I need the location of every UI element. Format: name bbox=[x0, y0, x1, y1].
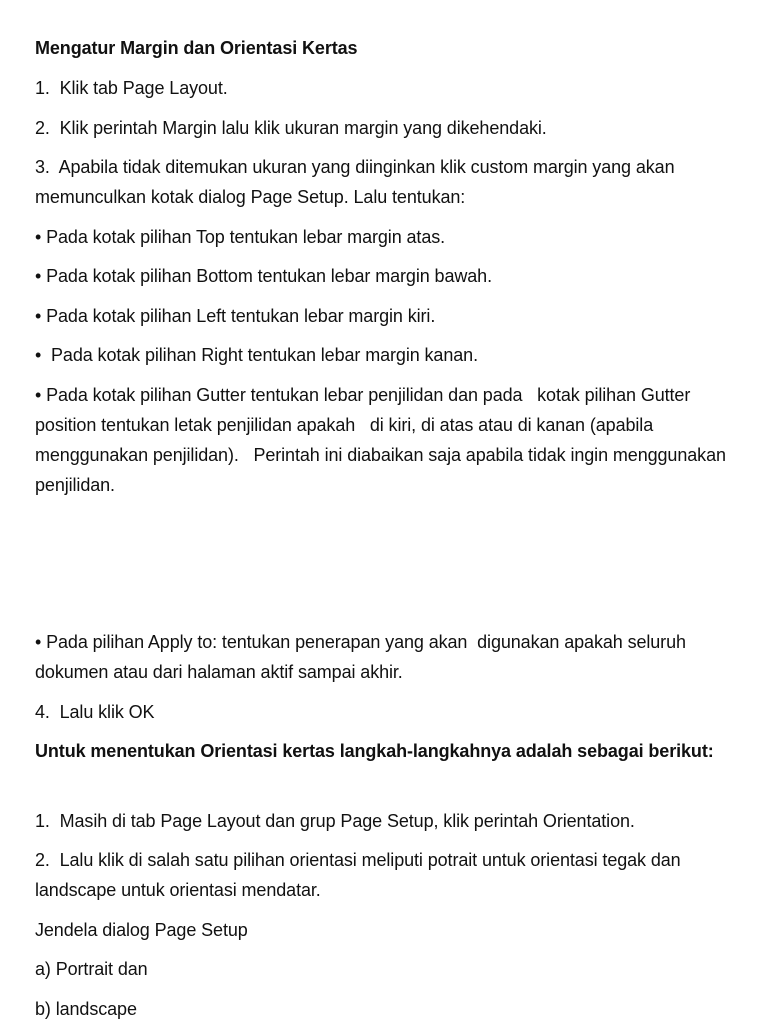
bullet-gutter: • Pada kotak pilihan Gutter tentukan lebar penjilidan dan pada kotak pilihan Gutter position tentukan letak penjilidan apakah di kiri, di atas atau di kanan (apabila menggunakan penjilidan). Perintah ini diabaikan saja apabila tidak ingin menggunakan penjilidan. bbox=[35, 385, 741, 495]
orientation-step-2: 2. Lalu klik di salah satu pilihan orientasi meliputi potrait untuk orientasi tegak dan landscape untuk orientasi mendatar. bbox=[35, 850, 686, 900]
orientation-step-1: 1. Masih di tab Page Layout dan grup Page Setup, klik perintah Orientation. bbox=[35, 811, 635, 831]
bullet-top: • Pada kotak pilihan Top tentukan lebar margin atas. bbox=[35, 227, 446, 247]
step-1: 1. Klik tab Page Layout. bbox=[35, 78, 228, 98]
step-3: 3. Apabila tidak ditemukan ukuran yang diinginkan klik custom margin yang akan memunculkan kotak dialog Page Setup. Lalu tentukan: bbox=[35, 157, 680, 207]
bullet-bottom: • Pada kotak pilihan Bottom tentukan lebar margin bawah. bbox=[35, 266, 492, 286]
step-2: 2. Klik perintah Margin lalu klik ukuran margin yang dikehendaki. bbox=[35, 118, 547, 138]
orientation-heading: Untuk menentukan Orientasi kertas langkah-langkahnya adalah sebagai berikut: bbox=[35, 741, 714, 761]
dialog-title: Jendela dialog Page Setup bbox=[35, 920, 248, 940]
bullet-left: • Pada kotak pilihan Left tentukan lebar margin kiri. bbox=[35, 306, 436, 326]
bullet-right: • Pada kotak pilihan Right tentukan lebar margin kanan. bbox=[35, 345, 478, 365]
bullet-apply-to: • Pada pilihan Apply to: tentukan penerapan yang akan digunakan apakah seluruh dokumen atau dari halaman aktif sampai akhir. bbox=[35, 632, 691, 682]
option-b: b) landscape bbox=[35, 999, 137, 1019]
step-4: 4. Lalu klik OK bbox=[35, 702, 155, 722]
option-a: a) Portrait dan bbox=[35, 959, 148, 979]
document-heading: Mengatur Margin dan Orientasi Kertas bbox=[35, 38, 358, 58]
